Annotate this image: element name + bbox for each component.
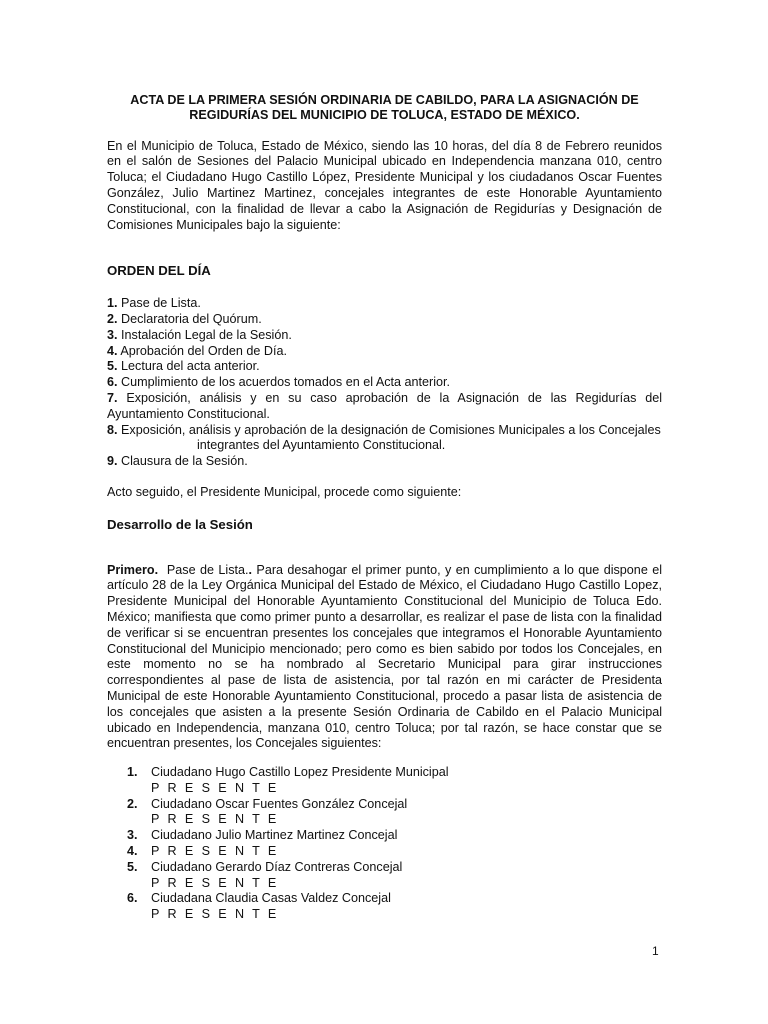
roll-call-item bbox=[127, 844, 662, 860]
agenda-item bbox=[107, 328, 662, 344]
roll-call-body bbox=[151, 765, 449, 797]
title-line-2: REGIDURÍAS DEL MUNICIPIO DE TOLUCA, ESTADO DE MÉXICO. bbox=[189, 107, 580, 122]
roll-call-body bbox=[151, 828, 397, 844]
roll-call-number: 4. bbox=[127, 844, 138, 859]
roll-call-body bbox=[151, 797, 407, 829]
roll-call-body bbox=[151, 860, 402, 892]
agenda-item-text: Lectura del acta anterior. bbox=[121, 359, 260, 374]
agenda-list bbox=[107, 296, 662, 470]
document-page bbox=[107, 93, 662, 923]
agenda-item bbox=[107, 391, 662, 423]
agenda-item-text: Aprobación del Orden de Día. bbox=[120, 343, 287, 358]
roll-call-item bbox=[127, 765, 662, 797]
roll-call-item bbox=[127, 797, 662, 829]
roll-call-name: Ciudadano Julio Martinez Martinez Concejal bbox=[151, 828, 398, 843]
agenda-item bbox=[107, 423, 662, 439]
roll-call-name: Ciudadano Hugo Castillo Lopez Presidente Municipal bbox=[151, 765, 449, 780]
agenda-item-text: Exposición, análisis y aprobación de la designación de Comisiones Municipales a los Concejales bbox=[121, 422, 661, 437]
document-title bbox=[107, 93, 662, 123]
roll-call-item bbox=[127, 860, 662, 892]
roll-call-name: Ciudadano Gerardo Díaz Contreras Concejal bbox=[151, 859, 403, 874]
roll-call-status: P R E S E N T E bbox=[151, 780, 279, 795]
title-line-1: ACTA DE LA PRIMERA SESIÓN ORDINARIA DE CABILDO, PARA LA ASIGNACIÓN DE bbox=[130, 93, 639, 107]
agenda-item-text: Clausura de la Sesión. bbox=[121, 454, 248, 469]
roll-call-number: 3. bbox=[127, 828, 138, 843]
agenda-item-number: 6. bbox=[107, 375, 118, 390]
roll-call-body bbox=[151, 844, 279, 860]
intro-paragraph: En el Municipio de Toluca, Estado de México, siendo las 10 horas, del día 8 de Febrero reunidos en el salón de Sesiones del Palacio Municipal ubicado en Independencia manzana 010, centro Toluca; el Ciudadano Hugo Castillo López, Presidente Municipal y los ciudadanos Oscar Fuentes González, Julio Martinez Martinez, concejales integrantes de este Honorable Ayuntamiento Constitucional, con la finalidad de llevar a cabo la Asignación de Regidurías y Designación de Comisiones Municipales bajo la siguiente: bbox=[107, 138, 662, 232]
roll-call-status: P R E S E N T E bbox=[151, 812, 279, 827]
orden-del-dia-heading: ORDEN DEL DÍA bbox=[107, 263, 211, 279]
agenda-item-number: 3. bbox=[107, 327, 118, 342]
roll-call-body bbox=[151, 891, 391, 923]
roll-call-item bbox=[127, 828, 662, 844]
acto-seguido-paragraph: Acto seguido, el Presidente Municipal, procede como siguiente: bbox=[107, 484, 462, 499]
roll-call-name: P R E S E N T E bbox=[151, 844, 279, 859]
agenda-item-continuation: integrantes del Ayuntamiento Constitucional. bbox=[197, 438, 446, 453]
agenda-item-number: 1. bbox=[107, 296, 118, 311]
primero-paragraph: Primero. Pase de Lista.. Para desahogar el primer punto, y en cumplimiento a lo que dispone el artículo 28 de la Ley Orgánica Municipal del Estado de México, el Ciudadano Hugo Castillo Lopez, Presidente Municipal del Honorable Ayuntamiento Constitucional del Municipio de Toluca Edo. México; manifiesta que como primer punto a desarrollar, es realizar el pase de lista con la finalidad de verificar si se encuentran presentes los concejales que integramos el Honorable Ayuntamiento Constitucional del Municipio mencionado; pero como es bien sabido por todos los Concejales, en este momento no se ha nombrado al Secretario Municipal para girar instrucciones correspondientes al pase de lista de asistencia, por tal razón en mi carácter de Presidenta Municipal de este Honorable Ayuntamiento Constitucional, procedo a pasar lista de asistencia de los concejales que asisten a la presente Sesión Ordinaria de Cabildo en el Palacio Municipal ubicado en Independencia, manzana 010, centro Toluca; por tal razón, se hace constar que se encuentran presentes, los Concejales siguientes: bbox=[107, 562, 663, 751]
agenda-item-number: 4. bbox=[107, 343, 118, 358]
agenda-item-text: Exposición, análisis y en su caso aprobación de la Asignación de las Regidurías del Ayuntamiento Constitucional. bbox=[107, 390, 663, 421]
roll-call-status: P R E S E N T E bbox=[151, 907, 279, 922]
roll-call-number: 2. bbox=[127, 796, 138, 811]
agenda-item bbox=[107, 344, 662, 360]
page-number: 1 bbox=[652, 944, 659, 958]
agenda-item bbox=[107, 312, 662, 328]
agenda-item-number: 2. bbox=[107, 311, 118, 326]
agenda-item bbox=[107, 375, 662, 391]
primero-body: Para desahogar el primer punto, y en cumplimiento a lo que dispone el artículo 28 de la Ley Orgánica Municipal del Estado de México, el Ciudadano Hugo Castillo Lopez, Presidente Municipal del Honorable Ayuntamiento Constitucional del Municipio de Toluca Edo. México; manifiesta que como primer punto a desarrollar, es realizar el pase de lista con la finalidad de verificar si se encuentran presentes los concejales que integramos el Honorable Ayuntamiento Constitucional del Municipio mencionado; pero como es bien sabido por todos los Concejales, en este momento no se ha nombrado al Secretario Municipal para girar instrucciones correspondientes al pase de lista de asistencia, por tal razón en mi carácter de Presidenta Municipal de este Honorable Ayuntamiento Constitucional, procedo a pasar lista de asistencia de los concejales que asisten a la presente Sesión Ordinaria de Cabildo en el Palacio Municipal ubicado en Independencia, manzana 010, centro Toluca; por tal razón, se hace constar que se encuentran presentes, los Concejales siguientes: bbox=[107, 562, 663, 751]
roll-call-number: 1. bbox=[127, 765, 138, 780]
agenda-item-text: Declaratoria del Quórum. bbox=[121, 311, 262, 326]
desarrollo-heading: Desarrollo de la Sesión bbox=[107, 516, 253, 532]
roll-call-number: 5. bbox=[127, 859, 138, 874]
agenda-item bbox=[107, 296, 662, 312]
primero-subtitle: Pase de Lista. bbox=[166, 562, 249, 577]
agenda-item-number: 9. bbox=[107, 454, 118, 469]
agenda-item-text: Cumplimiento de los acuerdos tomados en el Acta anterior. bbox=[121, 375, 451, 390]
agenda-item-text: Pase de Lista. bbox=[121, 296, 201, 311]
agenda-item bbox=[107, 359, 662, 375]
agenda-item bbox=[107, 454, 662, 470]
roll-call-number: 6. bbox=[127, 891, 138, 906]
roll-call-list bbox=[107, 765, 662, 923]
roll-call-name: Ciudadana Claudia Casas Valdez Concejal bbox=[151, 891, 391, 906]
agenda-item-text: Instalación Legal de la Sesión. bbox=[121, 327, 292, 342]
primero-label: Primero. bbox=[107, 562, 159, 577]
roll-call-name: Ciudadano Oscar Fuentes González Concejal bbox=[151, 796, 408, 811]
agenda-item-number: 7. bbox=[107, 390, 118, 405]
agenda-item-number: 5. bbox=[107, 359, 118, 374]
roll-call-status: P R E S E N T E bbox=[151, 875, 279, 890]
roll-call-item bbox=[127, 891, 662, 923]
agenda-item-number: 8. bbox=[107, 422, 118, 437]
